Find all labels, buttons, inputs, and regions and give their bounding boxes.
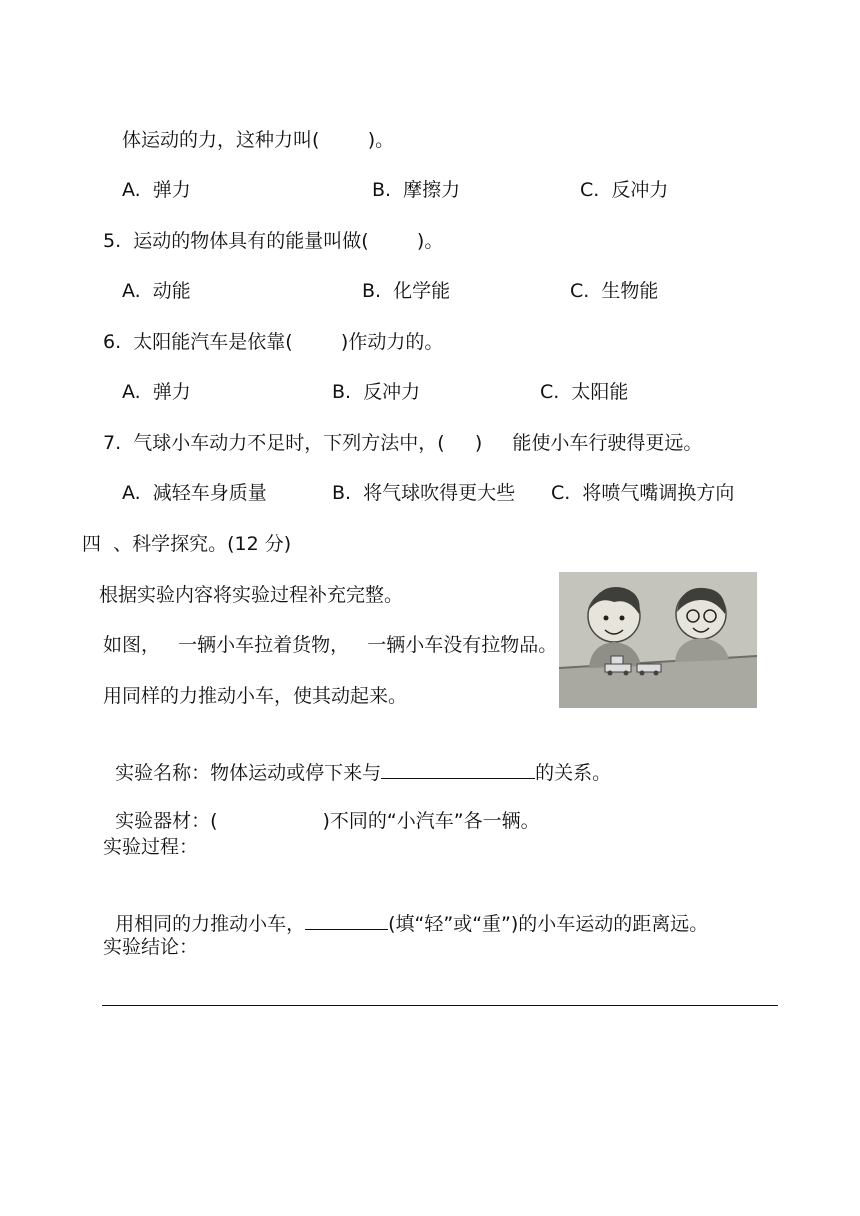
experiment-description-2: 用同样的力推动小车，使其动起来。 [103, 685, 408, 707]
q5-option-a[interactable]: A. 动能 [122, 280, 191, 302]
equipment-suffix: )不同的“小汽车”各一辆。 [322, 810, 540, 832]
process-prefix: 用相同的力推动小车， [115, 913, 306, 935]
question-5: 5. 运动的物体具有的能量叫做( )。 [103, 230, 444, 252]
experiment-equipment [103, 785, 540, 833]
q7-option-c[interactable]: C. 将喷气嘴调换方向 [551, 482, 735, 504]
experiment-process-label: 实验过程： [103, 836, 199, 858]
q6-option-b[interactable]: B. 反冲力 [332, 381, 421, 403]
q6-option-a[interactable]: A. 弹力 [122, 381, 191, 403]
experiment-name-blank[interactable] [381, 758, 535, 779]
q4-option-c[interactable]: C. 反冲力 [580, 179, 669, 201]
q5-option-b[interactable]: B. 化学能 [362, 280, 451, 302]
experiment-conclusion-label: 实验结论： [103, 936, 199, 958]
q4-continuation: 体运动的力，这种力叫( )。 [122, 129, 395, 151]
question-7: 7. 气球小车动力不足时，下列方法中，( ) 能使小车行驶得更远。 [103, 432, 703, 454]
q7-option-b[interactable]: B. 将气球吹得更大些 [332, 482, 516, 504]
q5-option-c[interactable]: C. 生物能 [570, 280, 659, 302]
q4-option-a[interactable]: A. 弹力 [122, 179, 191, 201]
process-blank[interactable] [305, 909, 388, 930]
question-6: 6. 太阳能汽车是依靠( )作动力的。 [103, 331, 444, 353]
experiment-illustration [559, 572, 757, 708]
q7-option-a[interactable]: A. 减轻车身质量 [122, 482, 267, 504]
equipment-prefix: 实验器材：( [115, 810, 218, 832]
process-suffix: (填“轻”或“重”)的小车运动的距离远。 [388, 913, 709, 935]
q4-option-b[interactable]: B. 摩擦力 [372, 179, 461, 201]
experiment-name [103, 734, 611, 785]
q6-option-c[interactable]: C. 太阳能 [540, 381, 629, 403]
experiment-name-suffix: 的关系。 [535, 762, 612, 784]
section-4-title: 四 、科学探究。(12 分) [82, 533, 292, 555]
experiment-intro: 根据实验内容将实验过程补充完整。 [99, 584, 404, 606]
experiment-name-prefix: 实验名称：物体运动或停下来与 [115, 762, 382, 784]
conclusion-answer-line[interactable] [102, 1005, 778, 1006]
experiment-process [103, 885, 708, 936]
experiment-description-1: 如图， 一辆小车拉着货物， 一辆小车没有拉物品。 [103, 634, 558, 656]
